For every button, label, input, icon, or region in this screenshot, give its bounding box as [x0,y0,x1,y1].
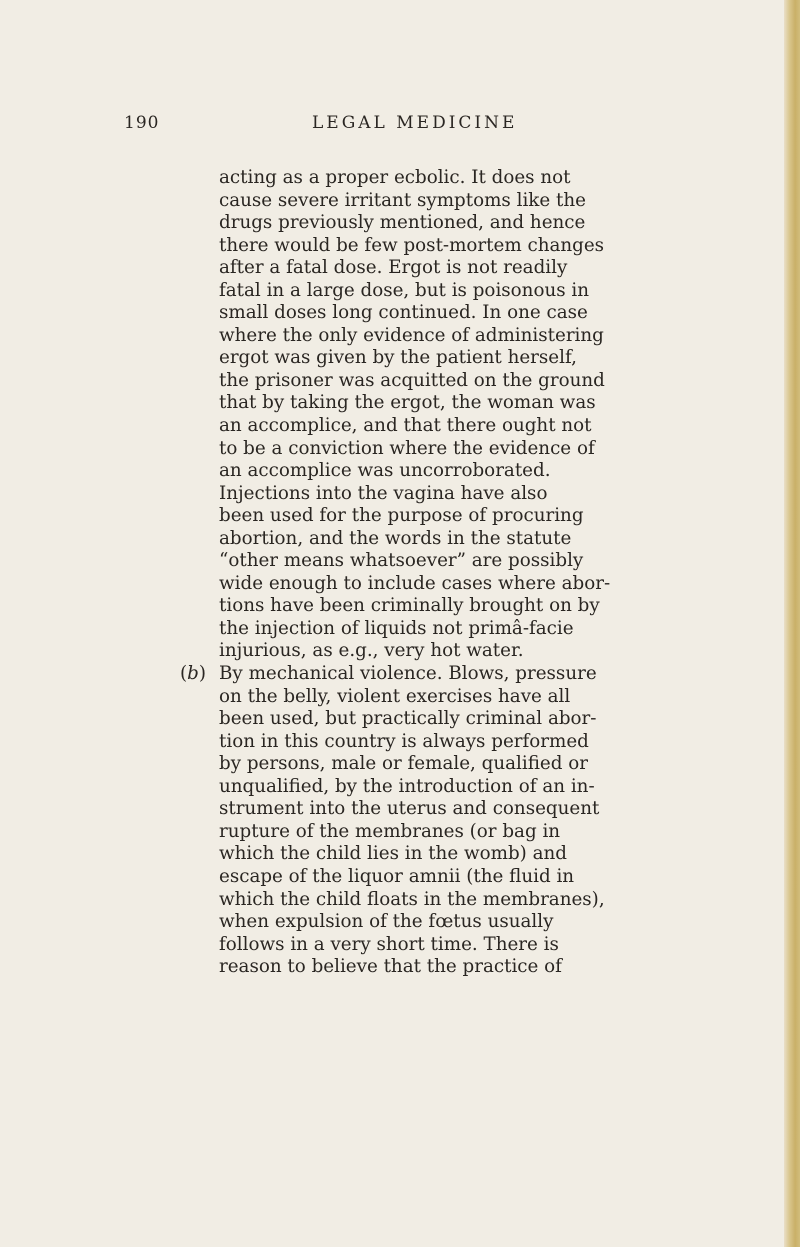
text-line: rupture of the membranes (or bag in [219,820,561,842]
text-line: that by taking the ergot, the woman was [219,392,596,414]
text-line: strument into the uterus and consequent [219,798,600,820]
marker-open: ( [180,663,188,685]
text-line: been used for the purpose of procuring [219,505,584,527]
text-line: tions have been criminally brought on by [219,595,600,617]
text-line: there would be few post-mortem changes [219,234,605,256]
body-text [180,167,719,979]
text-line: abortion, and the words in the statute [219,527,572,549]
text-line: by persons, male or female, qualified or [219,753,588,775]
text-line: injurious, as e.g., very hot water. [219,640,524,662]
running-head: LEGAL MEDICINE [312,113,518,133]
text-line: small doses long continued. In one case [219,302,588,324]
text-line: cause severe irritant symptoms like the [219,189,586,211]
text-line: an accomplice was uncorroborated. [219,460,551,482]
text-line: been used, but practically criminal abor- [219,708,597,730]
text-line: escape of the liquor amnii (the fluid in [219,865,575,887]
text-line: “other means whatsoever” are possibly [219,550,584,572]
text-line: on the belly, violent exercises have all [219,685,571,707]
text-line: unqualified, by the introduction of an in- [219,775,595,797]
text-line: an accomplice, and that there ought not [219,415,592,437]
page-number: 190 [124,113,160,133]
text-line: ergot was given by the patient herself, [219,347,577,369]
text-line: to be a conviction where the evidence of [219,437,595,459]
text-line: By mechanical violence. Blows, pressure [219,663,597,685]
item-marker [180,663,206,686]
text-line: drugs previously mentioned, and hence [219,212,586,234]
page-header [0,113,800,137]
text-line: the injection of liquids not primâ-facie [219,617,574,639]
text-line: wide enough to include cases where abor- [219,572,611,594]
text-line: tion in this country is always performed [219,730,589,752]
text-line: after a fatal dose. Ergot is not readily [219,257,568,279]
text-line: follows in a very short time. There is [219,933,559,955]
page-edge [784,0,800,1247]
text-line: which the child lies in the womb) and [219,843,567,865]
text-line-with-marker [180,663,719,686]
text-line: Injections into the vagina have also [219,482,548,504]
text-line: acting as a proper ecbolic. It does not [219,167,571,188]
marker-close: ) [198,663,206,685]
marker-letter: b [187,663,199,685]
text-line: when expulsion of the fœtus usually [219,911,554,933]
text-line: fatal in a large dose, but is poisonous in [219,279,590,301]
text-line: the prisoner was acquitted on the ground [219,369,605,391]
text-line: reason to believe that the practice of [219,956,562,978]
text-line: where the only evidence of administering [219,324,604,346]
text-line: which the child floats in the membranes), [219,888,605,910]
